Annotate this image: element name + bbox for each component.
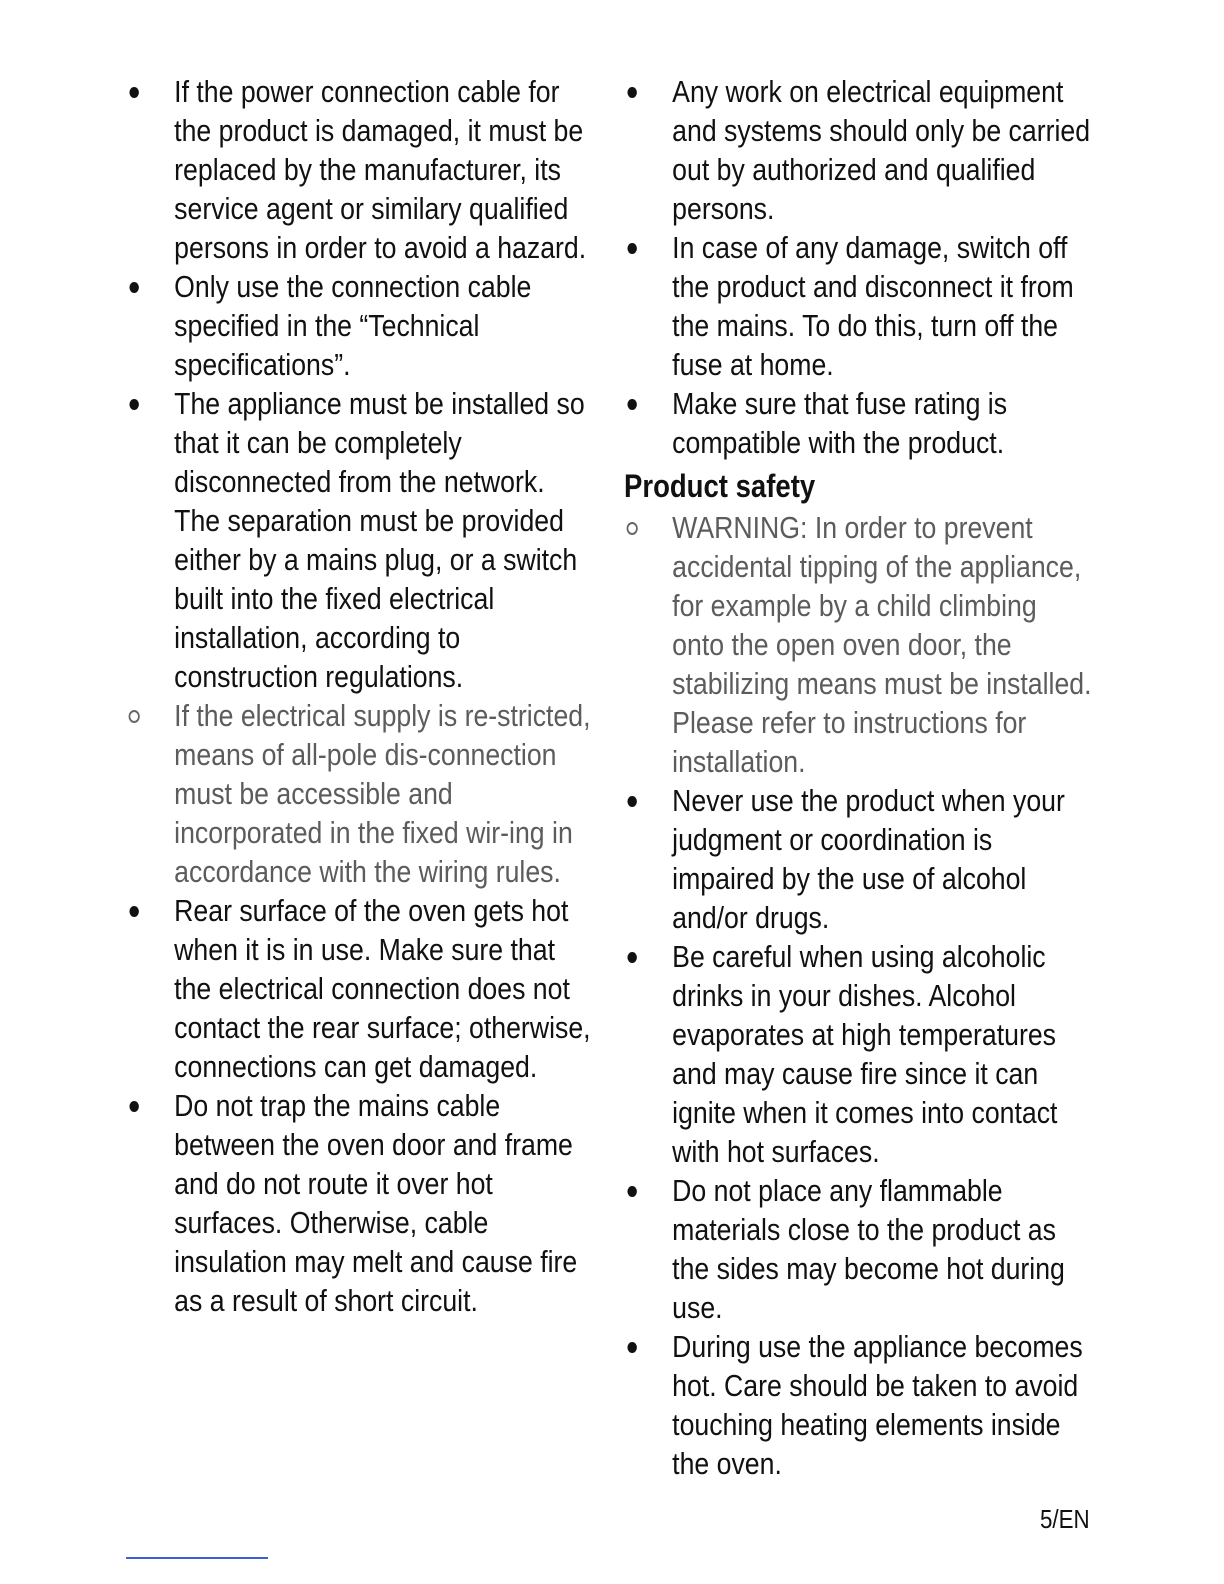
section-heading: Product safety [624,468,816,504]
list-item-text: Only use the connection cable specified in the “Technical specifications”. [174,269,532,382]
list-item [126,267,595,384]
list-item [126,384,595,696]
bullet-icon [129,1101,138,1112]
bullet-icon [627,952,636,963]
left-column [126,72,595,1320]
list-item [126,72,595,267]
bullet-icon [627,796,636,807]
list-item [624,781,1095,937]
bullet-icon [627,522,638,535]
bullet-icon [627,243,636,254]
bullet-icon [627,1342,636,1353]
left-bullet-list [126,72,595,1320]
list-item [624,937,1095,1171]
list-item-text: Rear surface of the oven gets hot when it is in use. Make sure that the electrical connection does not contact the rear surface; otherwise, connections can get damaged. [174,893,591,1084]
list-item [624,508,1095,781]
list-item [624,72,1095,228]
right-bullet-list-top [624,72,1095,462]
list-item-text: Do not trap the mains cable between the oven door and frame and do not route it over hot surfaces. Otherwise, cable insulation may melt and cause fire as a result of short circuit. [174,1088,578,1318]
list-item-text: Any work on electrical equipment and systems should only be carried out by authorized and qualified persons. [672,74,1091,226]
list-item-text: The appliance must be installed so that it can be completely disconnected from the network. The separation must be provided either by a mains plug, or a switch built into the fixed electrical installation, according to construction regulations. [174,386,585,694]
list-item-text: Never use the product when your judgment or coordination is impaired by the use of alcohol and/or drugs. [672,783,1065,935]
list-item-text: If the power connection cable for the product is damaged, it must be replaced by the manufacturer, its service agent or similary qualified persons in order to avoid a hazard. [174,74,587,265]
list-item-text: Do not place any flammable materials close to the product as the sides may become hot during use. [672,1173,1065,1325]
bullet-icon [129,282,138,293]
bullet-icon [627,399,636,410]
list-item [624,384,1095,462]
list-item [126,891,595,1086]
list-item-text: If the electrical supply is re-stricted, means of all-pole dis-connection must be accessible and incorporated in the fixed wir-ing in accordance with the wiring rules. [174,698,591,889]
list-item [624,228,1095,384]
list-item [624,1327,1095,1483]
page-number: 5/EN [1040,1504,1090,1534]
bullet-icon [129,399,138,410]
list-item [624,1171,1095,1327]
list-item [126,696,595,891]
bullet-icon [129,906,138,917]
list-item-text: In case of any damage, switch off the product and disconnect it from the mains. To do this, turn off the fuse at home. [672,230,1074,382]
right-bullet-list-bottom [624,508,1095,1483]
bullet-icon [129,710,140,723]
list-item-text: During use the appliance becomes hot. Care should be taken to avoid touching heating elements inside the oven. [672,1329,1083,1481]
list-item-text: Be careful when using alcoholic drinks in your dishes. Alcohol evaporates at high temperatures and may cause fire since it can ignite when it comes into contact with hot surfaces. [672,939,1058,1169]
list-item-text: WARNING: In order to prevent accidental tipping of the appliance, for example by a child climbing onto the open oven door, the stabilizing means must be installed. Please refer to instructions for installation. [672,510,1092,779]
list-item-text: Make sure that fuse rating is compatible with the product. [672,386,1008,460]
bullet-icon [627,1186,636,1197]
footer-rule [126,1557,268,1559]
bullet-icon [627,87,636,98]
right-column [624,72,1095,1483]
list-item [126,1086,595,1320]
bullet-icon [129,87,138,98]
